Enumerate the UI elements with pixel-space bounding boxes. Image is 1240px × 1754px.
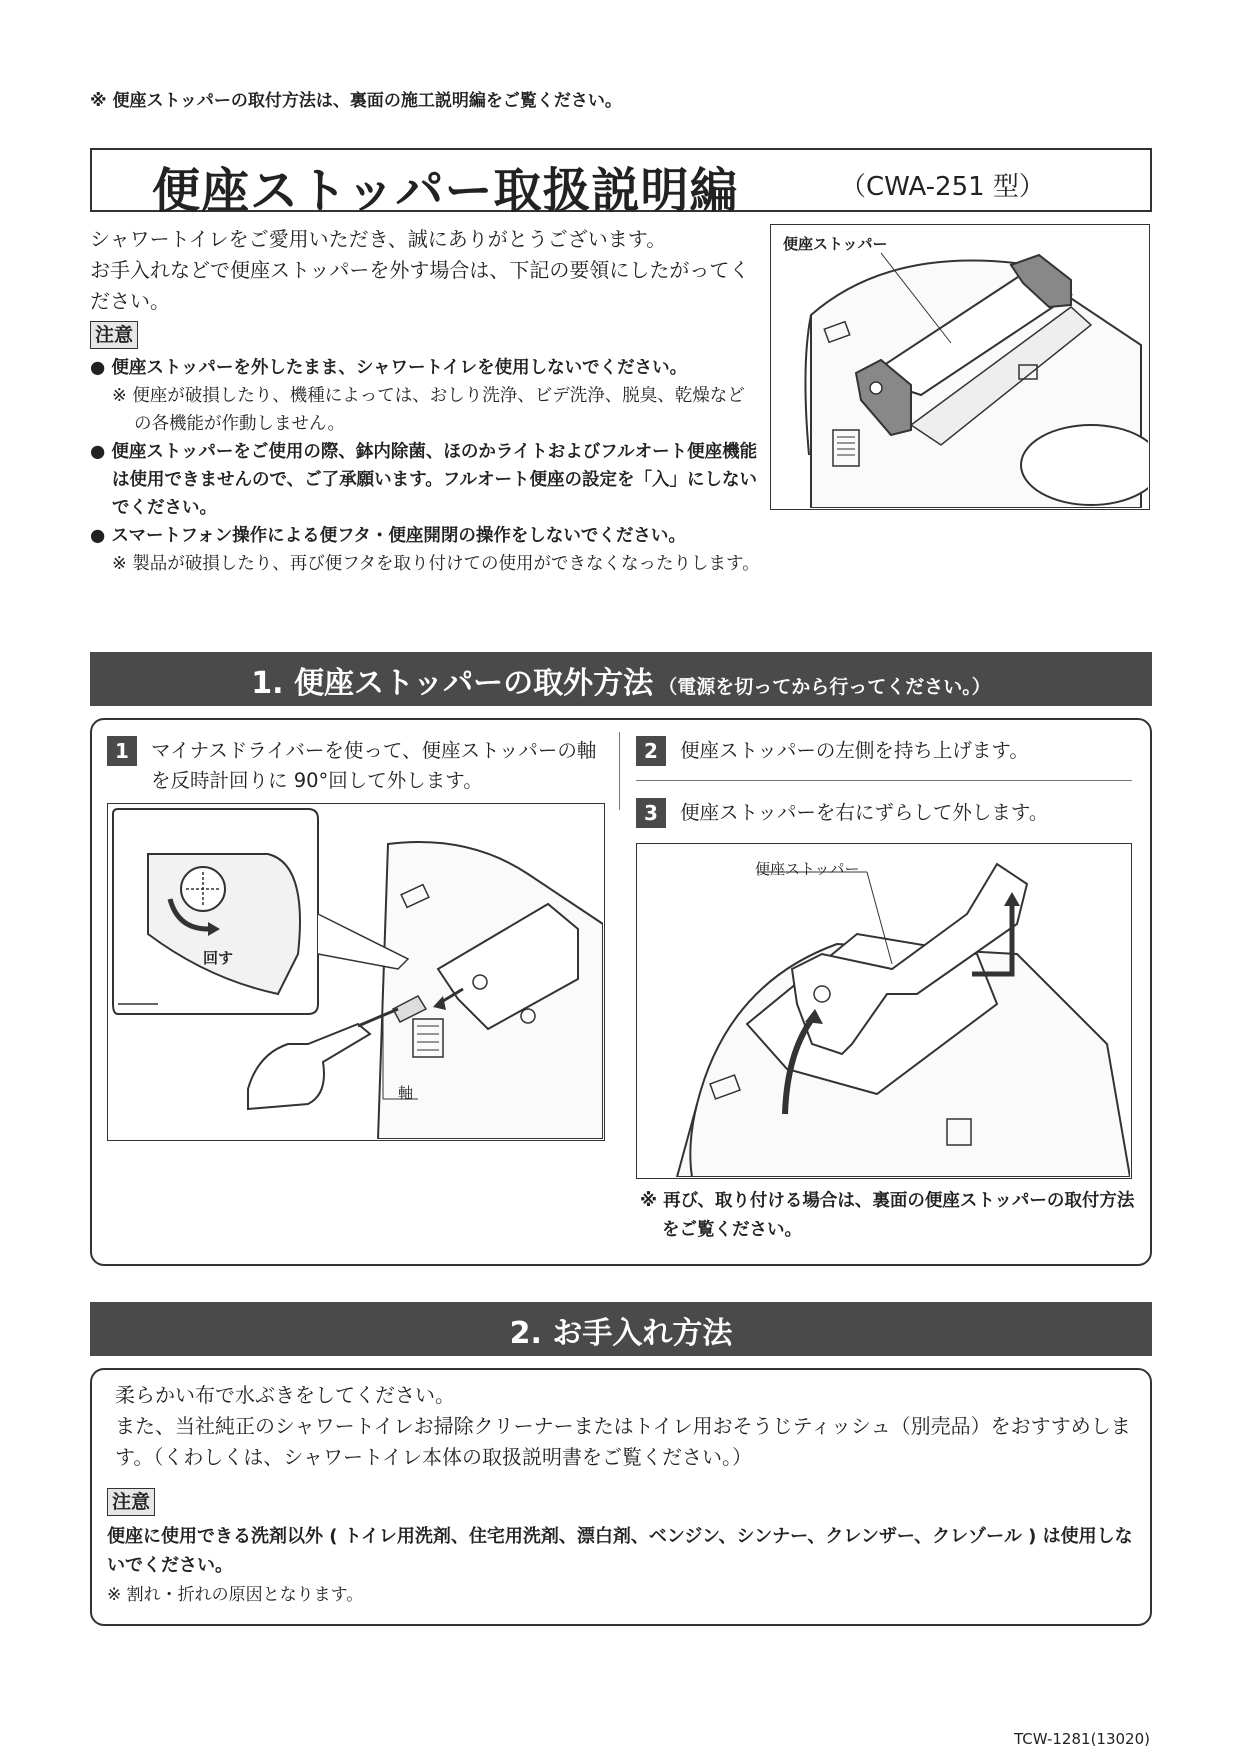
- detergent-warning: 便座に使用できる洗剤以外 ( トイレ用洗剤、住宅用洗剤、漂白剤、ベンジン、シンナー、クレンザー、クレゾール ) は使用しないでください。: [107, 1526, 1133, 1576]
- step-text: 便座ストッパーの左側を持ち上げます。: [680, 739, 1029, 762]
- step-1: [107, 736, 607, 796]
- detergent-warning-note: ※ 割れ・折れの原因となります。: [107, 1585, 364, 1605]
- step-number: 1: [107, 736, 137, 766]
- caution-list: [90, 354, 760, 578]
- figure-label: 便座ストッパー: [783, 235, 888, 253]
- page-title: 便座ストッパー取扱説明編: [152, 163, 739, 219]
- intro-line: お手入れなどで便座ストッパーを外す場合は、下記の要領にしたがってください。: [90, 258, 750, 313]
- section2-title: 2. お手入れ方法: [509, 1316, 733, 1351]
- rotate-label: 回す: [203, 949, 234, 967]
- stopper-overview-figure: [770, 224, 1150, 510]
- step-text: マイナスドライバーを使って、便座ストッパーの軸を反時計回りに 90°回して外します。: [151, 739, 597, 792]
- step3-figure: [636, 843, 1132, 1179]
- section1-subtitle: （電源を切ってから行ってください。）: [658, 676, 991, 698]
- stopper-removal-illustration: [637, 844, 1130, 1177]
- caution-label-2: [107, 1488, 155, 1516]
- title-box: [90, 148, 1152, 219]
- header-note: ※ 便座ストッパーの取付方法は、裏面の施工説明編をご覧ください。: [90, 91, 622, 111]
- caution-subnote: ※ 便座が破損したり、機種によっては、おしり洗浄、ビデ洗浄、脱臭、乾燥などの各機能が作動しません。: [112, 386, 745, 434]
- step1-figure: [107, 803, 605, 1141]
- refit-note: ※ 再び、取り付ける場合は、裏面の便座ストッパーの取付方法をご覧ください。: [640, 1191, 1135, 1240]
- toilet-stopper-illustration: [771, 225, 1148, 508]
- document-code: TCW-1281(13020): [1014, 1730, 1150, 1748]
- intro-text: [90, 224, 750, 317]
- section1-header: [90, 652, 1152, 706]
- caution-item: ● スマートフォン操作による便フタ・便座開閉の操作をしないでください。: [90, 526, 686, 546]
- care-line: また、当社純正のシャワートイレお掃除クリーナーまたはトイレ用おそうじティッシュ（別売品）をおすすめします。（くわしくは、シャワートイレ本体の取扱説明書をご覧ください。）: [115, 1414, 1131, 1469]
- caution-item: ● 便座ストッパーを外したまま、シャワートイレを使用しないでください。: [90, 358, 688, 378]
- caution-label-text: 注意: [107, 1488, 155, 1516]
- section2-header: [90, 1302, 1152, 1356]
- stopper-label: 便座ストッパー: [755, 860, 860, 878]
- model-number: （CWA-251 型）: [840, 172, 1045, 202]
- care-line: 柔らかい布で水ぶきをしてください。: [115, 1383, 455, 1407]
- step-2: [636, 736, 1136, 766]
- step-3: [636, 798, 1136, 828]
- step-text: 便座ストッパーを右にずらして外します。: [680, 801, 1049, 824]
- step-number: 3: [636, 798, 666, 828]
- caution-label-text: 注意: [90, 321, 138, 349]
- shaft-label: 軸: [398, 1084, 414, 1102]
- screwdriver-illustration: [108, 804, 603, 1139]
- caution-label: [90, 321, 138, 349]
- intro-line: シャワートイレをご愛用いただき、誠にありがとうございます。: [90, 227, 667, 251]
- step-number: 2: [636, 736, 666, 766]
- care-instructions: [115, 1380, 1145, 1473]
- step-divider: [619, 732, 620, 810]
- step-divider: [636, 780, 1132, 781]
- caution-item: ● 便座ストッパーをご使用の際、鉢内除菌、ほのかライトおよびフルオート便座機能は使用できませんので、ご了承願います。フルオート便座の設定を「入」にしないでください。: [90, 442, 758, 518]
- section1-title: 1. 便座ストッパーの取外方法: [251, 666, 654, 701]
- caution-subnote: ※ 製品が破損したり、再び便フタを取り付けての使用ができなくなったりします。: [112, 554, 760, 574]
